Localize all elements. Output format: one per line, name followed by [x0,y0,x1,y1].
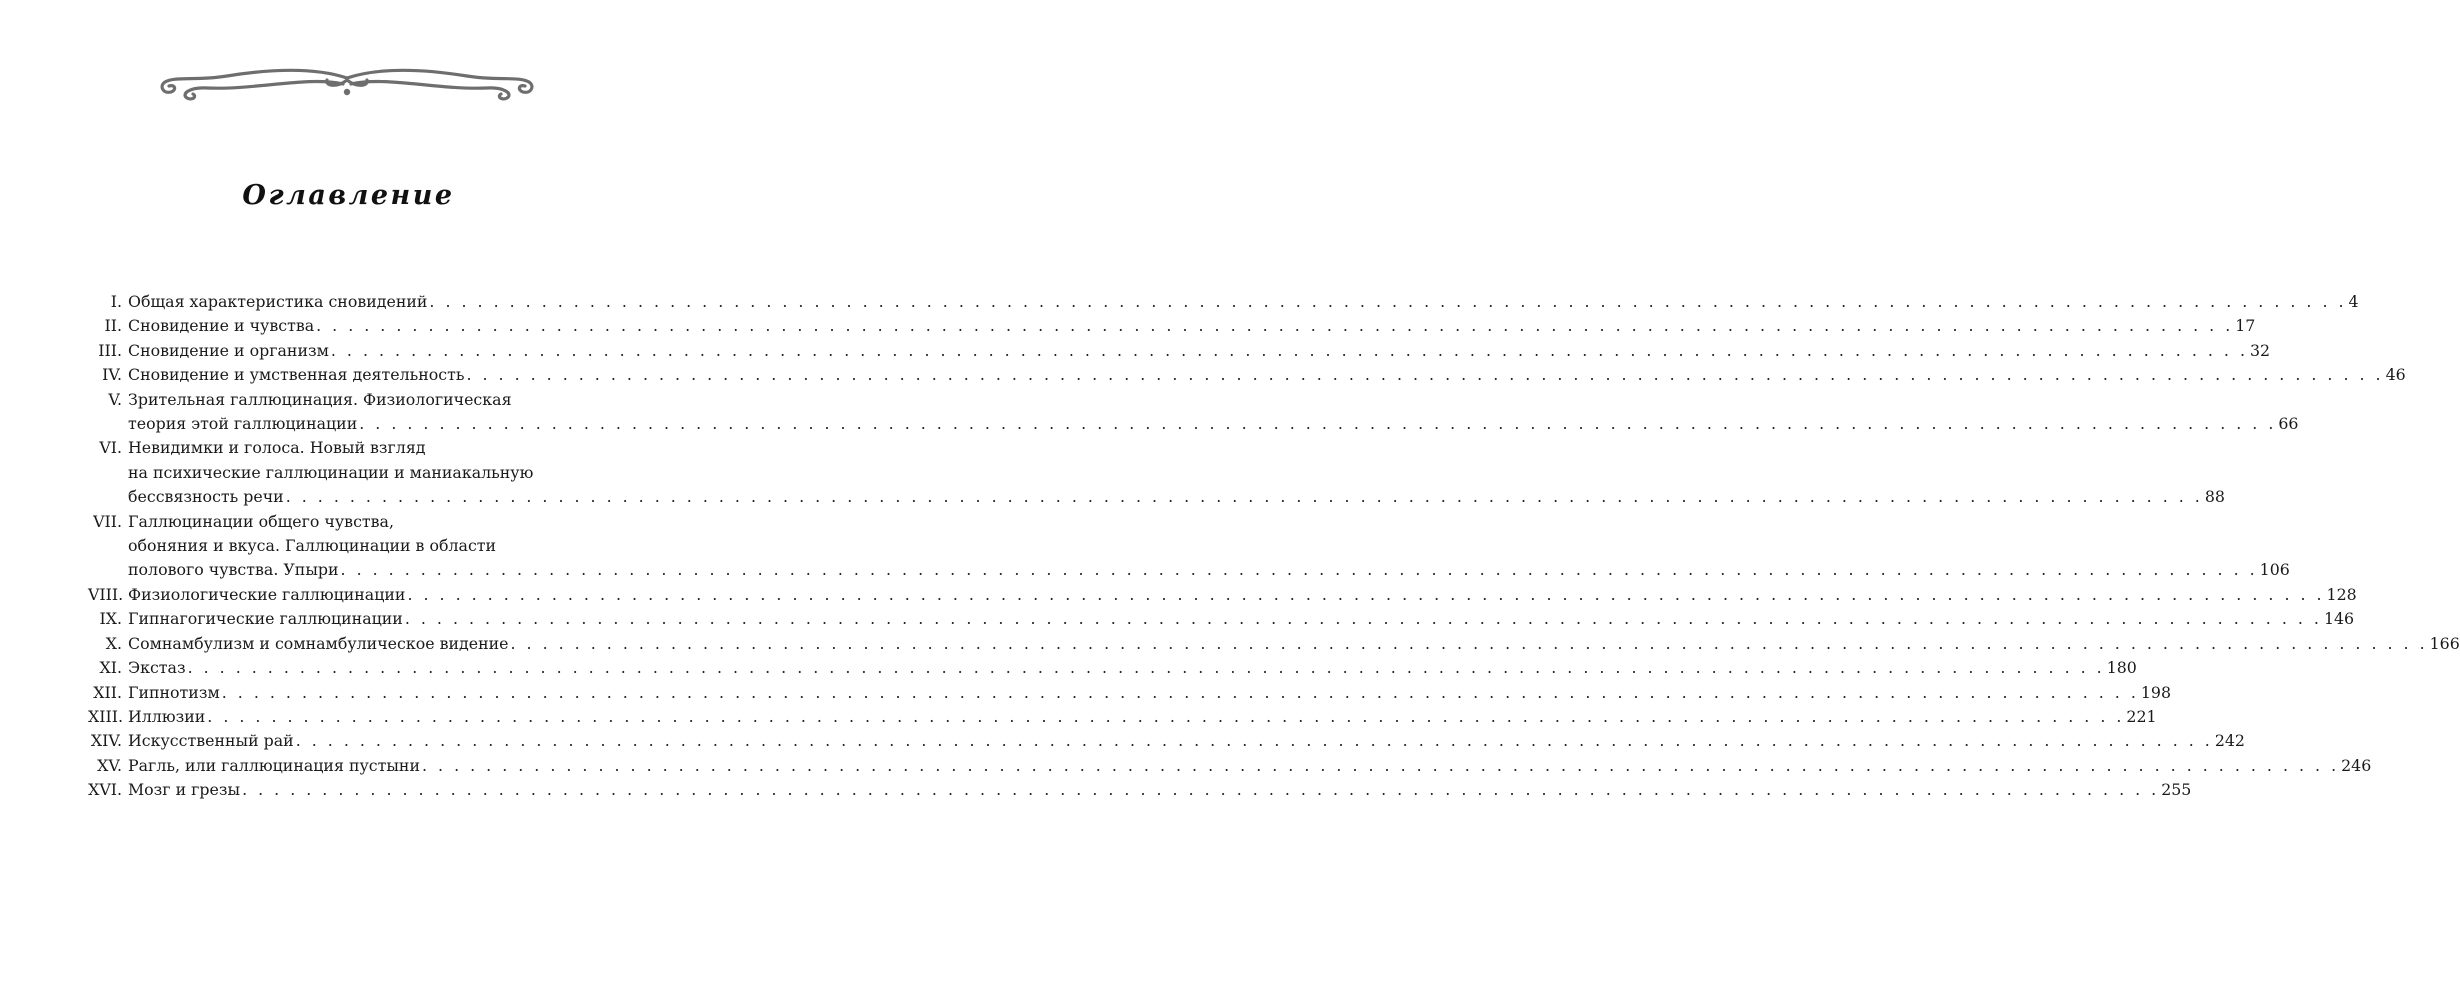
page-number: 242 [2214,731,2245,751]
chapter-title: Общая характеристика сновидений [128,292,428,311]
chapter-number: II. [104,316,122,336]
chapter-number: XII. [93,682,122,702]
chapter-title-line: Галлюцинации общего чувства, [128,511,394,531]
chapter-title: Сновидение и организм [128,340,329,360]
toc-entry [88,388,2299,437]
chapter-number: XVI. [88,780,122,800]
chapter-number: X. [105,633,122,653]
page-number: 32 [2250,340,2271,360]
chapter-title: Мозг и грезы [128,780,241,800]
decorative-flourish-icon [157,68,537,104]
dot-leader: . . . . . . . . . . . . . . . . . . . . . . . . . . . . . . . . . . . . . . . . . . . . . . . . . . . . . . . . . . . . . . . . . . . . . . . . . . . . . . . . . . . . . . . . . . . . . . . . . . . . . . . . . . . . . . . . . . . . . . . . [285,487,2203,507]
chapter-number: IV. [102,365,122,385]
toc-entry [88,681,2171,705]
dot-leader: . . . . . . . . . . . . . . . . . . . . . . . . . . . . . . . . . . . . . . . . . . . . . . . . . . . . . . . . . . . . . . . . . . . . . . . . . . . . . . . . . . . . . . . . . . . . . . . . . . . . . . . . . . . . . . . . . . . . . . . . [407,584,2325,604]
chapter-title-line: Зрительная галлюцинация. Физиологическая [128,389,512,409]
dot-leader: . . . . . . . . . . . . . . . . . . . . . . . . . . . . . . . . . . . . . . . . . . . . . . . . . . . . . . . . . . . . . . . . . . . . . . . . . . . . . . . . . . . . . . . . . . . . . . . . . . . . . . . . . . . . . . . . . . . . . . . . [359,414,2277,434]
chapter-number: XV. [97,755,122,775]
toc-entry [88,436,2225,509]
toc-entry [88,705,2157,729]
toc-entry [88,754,2372,778]
dot-leader: . . . . . . . . . . . . . . . . . . . . . . . . . . . . . . . . . . . . . . . . . . . . . . . . . . . . . . . . . . . . . . . . . . . . . . . . . . . . . . . . . . . . . . . . . . . . . . . . . . . . . . . . . . . . . . . . . . . . . . . . [466,365,2384,385]
dot-leader: . . . . . . . . . . . . . . . . . . . . . . . . . . . . . . . . . . . . . . . . . . . . . . . . . . . . . . . . . . . . . . . . . . . . . . . . . . . . . . . . . . . . . . . . . . . . . . . . . . . . . . . . . . . . . . . . . . . . . . . . [421,755,2340,775]
chapter-title: полового чувства. Упыри [128,560,339,580]
toc-entry [88,607,2355,631]
toc-entry [88,510,2290,583]
chapter-title-line: обоняния и вкуса. Галлюцинации в области [128,536,497,556]
chapter-title: Сновидение и умственная деятельность [128,365,465,385]
dot-leader: . . . . . . . . . . . . . . . . . . . . . . . . . . . . . . . . . . . . . . . . . . . . . . . . . . . . . . . . . . . . . . . . . . . . . . . . . . . . . . . . . . . . . . . . . . . . . . . . . . . . . . . . . . . . . . . . . . . . . . . . [316,316,2234,336]
toc-entry [88,363,2406,387]
toc-entry [88,290,2359,314]
chapter-title: Экстаз [128,658,186,678]
chapter-number: IX. [99,609,122,629]
chapter-title: Иллюзии [128,706,206,726]
dot-leader: . . . . . . . . . . . . . . . . . . . . . . . . . . . . . . . . . . . . . . . . . . . . . . . . . . . . . . . . . . . . . . . . . . . . . . . . . . . . . . . . . . . . . . . . . . . . . . . . . . . . . . . . . . . . . . . . . . . . . . . . [510,633,2428,653]
dot-leader: . . . . . . . . . . . . . . . . . . . . . . . . . . . . . . . . . . . . . . . . . . . . . . . . . . . . . . . . . . . . . . . . . . . . . . . . . . . . . . . . . . . . . . . . . . . . . . . . . . . . . . . . . . . . . . . . . . . . . . . . [330,340,2248,360]
page-number: 4 [2348,292,2359,311]
toc-entry [88,339,2271,363]
chapter-title-line: Невидимки и голоса. Новый взгляд [128,438,426,458]
page-number: 255 [2161,780,2192,800]
page-number: 221 [2126,706,2157,726]
toc-entry [88,778,2192,802]
page-number: 166 [2429,633,2460,653]
toc-entry [88,632,2460,656]
chapter-number: VIII. [88,584,124,604]
page-number: 66 [2278,414,2299,434]
chapter-number: V. [108,389,122,409]
page-number: 106 [2259,560,2290,580]
chapter-title-line: на психические галлюцинации и маниакальную [128,462,534,482]
dot-leader: . . . . . . . . . . . . . . . . . . . . . . . . . . . . . . . . . . . . . . . . . . . . . . . . . . . . . . . . . . . . . . . . . . . . . . . . . . . . . . . . . . . . . . . . . . . . . . . . . . . . . . . . . . . . . . . . . . . . . . . . [340,560,2258,580]
dot-leader: . . . . . . . . . . . . . . . . . . . . . . . . . . . . . . . . . . . . . . . . . . . . . . . . . . . . . . . . . . . . . . . . . . . . . . . . . . . . . . . . . . . . . . . . . . . . . . . . . . . . . . . . . . . . . . . . . . . . . . . . [404,609,2322,629]
chapter-title: теория этой галлюцинации [128,414,358,434]
chapter-title: Гипнагогические галлюцинации [128,609,403,629]
dot-leader: . . . . . . . . . . . . . . . . . . . . . . . . . . . . . . . . . . . . . . . . . . . . . . . . . . . . . . . . . . . . . . . . . . . . . . . . . . . . . . . . . . . . . . . . . . . . . . . . . . . . . . . . . . . . . . . . . . . . . . . . [295,731,2213,751]
toc-entry [88,583,2357,607]
dot-leader: . . . . . . . . . . . . . . . . . . . . . . . . . . . . . . . . . . . . . . . . . . . . . . . . . . . . . . . . . . . . . . . . . . . . . . . . . . . . . . . . . . . . . . . . . . . . . . . . . . . . . . . . . . . . . . . . . . . . . . . . [187,658,2105,678]
page-number: 17 [2235,316,2256,336]
page-number: 198 [2140,682,2171,702]
dot-leader: . . . . . . . . . . . . . . . . . . . . . . . . . . . . . . . . . . . . . . . . . . . . . . . . . . . . . . . . . . . . . . . . . . . . . . . . . . . . . . . . . . . . . . . . . . . . . . . . . . . . . . . . . . . . . . . . . . . . . . . . [207,706,2125,726]
dot-leader: . . . . . . . . . . . . . . . . . . . . . . . . . . . . . . . . . . . . . . . . . . . . . . . . . . . . . . . . . . . . . . . . . . . . . . . . . . . . . . . . . . . . . . . . . . . . . . . . . . . . . . . . . . . . . . . . . . . . . . . . [429,292,2347,311]
chapter-number: XIV. [90,731,122,751]
chapter-title: Гипнотизм [128,682,220,702]
chapter-number: I. [110,292,122,311]
table-of-contents [88,290,2460,803]
dot-leader: . . . . . . . . . . . . . . . . . . . . . . . . . . . . . . . . . . . . . . . . . . . . . . . . . . . . . . . . . . . . . . . . . . . . . . . . . . . . . . . . . . . . . . . . . . . . . . . . . . . . . . . . . . . . . . . . . . . . . . . . [221,682,2139,702]
chapter-title: Сновидение и чувства [128,316,315,336]
chapter-number: III. [98,340,122,360]
page-title: Оглавление [242,180,455,211]
chapter-title: Искусственный рай [128,731,294,751]
chapter-number: VII. [93,511,122,531]
page-number: 88 [2204,487,2225,507]
chapter-number: XI. [99,658,122,678]
toc-entry [88,729,2245,753]
chapter-number: XIII. [88,706,123,726]
chapter-number: VI. [99,438,122,458]
chapter-title: бессвязность речи [128,487,284,507]
dot-leader: . . . . . . . . . . . . . . . . . . . . . . . . . . . . . . . . . . . . . . . . . . . . . . . . . . . . . . . . . . . . . . . . . . . . . . . . . . . . . . . . . . . . . . . . . . . . . . . . . . . . . . . . . . . . . . . . . . . . . . . . [242,780,2160,800]
page-number: 180 [2106,658,2137,678]
chapter-title: Рагль, или галлюцинация пустыни [128,755,420,775]
page-number: 46 [2385,365,2406,385]
chapter-title: Физиологические галлюцинации [128,584,406,604]
toc-entry [88,656,2137,680]
toc-entry [88,314,2256,338]
page-number: 128 [2326,584,2357,604]
page-number: 146 [2323,609,2355,629]
chapter-title: Сомнамбулизм и сомнамбулическое видение [128,633,509,653]
page-number: 246 [2341,755,2372,775]
